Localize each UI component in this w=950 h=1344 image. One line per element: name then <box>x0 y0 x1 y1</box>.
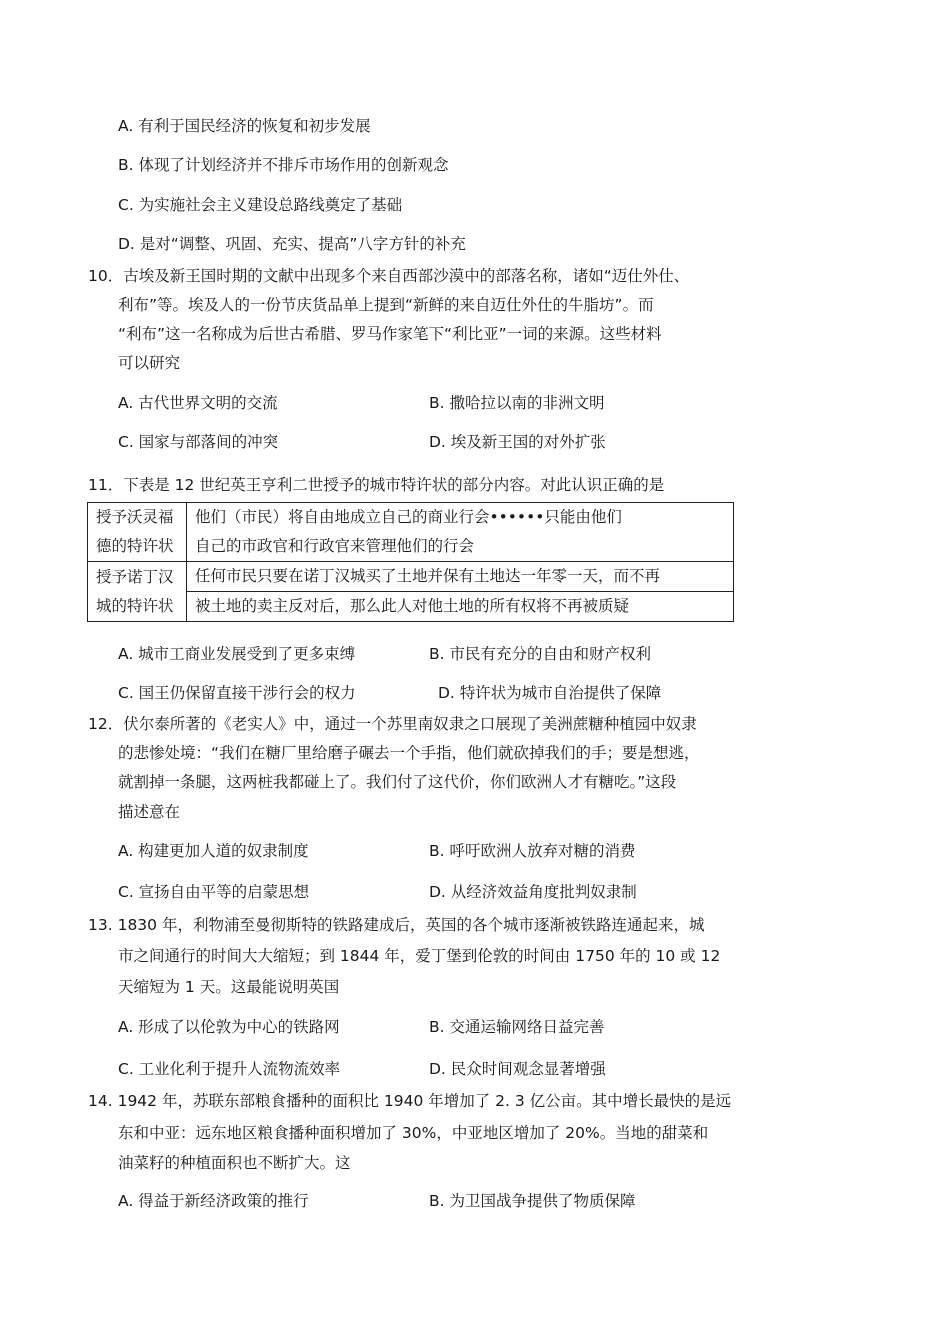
q10-option-a: A. 古代世界文明的交流 <box>118 394 278 412</box>
q9-option-d: D. 是对“调整、巩固、充实、提高”八字方针的补充 <box>118 235 466 253</box>
q10-stem-line-4: 可以研究 <box>118 354 181 372</box>
q10-stem-line-2: 利布”等。埃及人的一份节庆货品单上提到“新鲜的来自迈仕外仕的牛脂坊”。而 <box>118 296 654 314</box>
q12-option-b: B. 呼吁欧洲人放弃对糖的消费 <box>429 842 636 860</box>
q9-option-c: C. 为实施社会主义建设总路线奠定了基础 <box>118 196 403 214</box>
q13-stem-line-2: 市之间通行的时间大大缩短；到 1844 年，爱丁堡到伦敦的时间由 1750 年的 10 或 12 <box>118 947 721 965</box>
q11-stem: 11．下表是 12 世纪英王亨利二世授予的城市特许状的部分内容。对此认识正确的是 <box>88 476 665 494</box>
q14-stem-line-3: 油菜籽的种植面积也不断扩大。这 <box>118 1154 351 1172</box>
q13-stem-line-1: 13. 1830 年，利物浦至曼彻斯特的铁路建成后，英国的各个城市逐渐被铁路连通起来，城 <box>88 916 705 934</box>
charter-text-wallingford <box>187 503 734 562</box>
label-line: 德的特许状 <box>96 537 174 555</box>
q13-option-c: C. 工业化利于提升人流物流效率 <box>118 1060 341 1078</box>
q10-option-d: D. 埃及新王国的对外扩张 <box>429 433 606 451</box>
q12-option-c: C. 宣扬自由平等的启蒙思想 <box>118 883 310 901</box>
q9-option-b: B. 体现了计划经济并不排斥市场作用的创新观念 <box>118 156 449 174</box>
q14-option-a: A. 得益于新经济政策的推行 <box>118 1192 309 1210</box>
charter-label-nottingham <box>88 562 187 622</box>
q12-stem-line-3: 就割掉一条腿，这两桩我都碰上了。我们付了这代价，你们欧洲人才有糖吃。”这段 <box>118 773 677 791</box>
q12-stem-line-2: 的悲惨处境：“我们在糖厂里给磨子碾去一个手指，他们就砍掉我们的手；要是想逃， <box>118 744 700 762</box>
table-row <box>88 503 734 562</box>
q12-stem-line-1: 12．伏尔泰所著的《老实人》中，通过一个苏里南奴隶之口展现了美洲蔗糖种植园中奴隶 <box>88 715 697 733</box>
charter-table <box>87 502 734 622</box>
q10-stem-line-1: 10．古埃及新王国时期的文献中出现多个来自西部沙漠中的部落名称，诸如“迈仕外仕、 <box>88 267 690 285</box>
q11-option-c: C. 国王仍保留直接干涉行会的权力 <box>118 684 356 702</box>
q12-option-a: A. 构建更加人道的奴隶制度 <box>118 842 309 860</box>
q14-stem-line-2: 东和中亚：远东地区粮食播种面积增加了 30%，中亚地区增加了 20%。当地的甜菜和 <box>118 1124 709 1142</box>
q11-option-a: A. 城市工商业发展受到了更多束缚 <box>118 645 356 663</box>
label-line: 授予沃灵福 <box>96 508 174 526</box>
text-line: 自己的市政官和行政官来管理他们的行会 <box>195 537 475 555</box>
q10-stem-line-3: “利布”这一名称成为后世古希腊、罗马作家笔下“利比亚”一词的来源。这些材料 <box>118 325 662 343</box>
charter-text-nottingham-2: 被土地的卖主反对后，那么此人对他土地的所有权将不再被质疑 <box>187 592 734 622</box>
q13-option-b: B. 交通运输网络日益完善 <box>429 1018 605 1036</box>
q10-option-b: B. 撒哈拉以南的非洲文明 <box>429 394 605 412</box>
q13-option-a: A. 形成了以伦敦为中心的铁路网 <box>118 1018 340 1036</box>
q12-stem-line-4: 描述意在 <box>118 803 181 821</box>
charter-label-wallingford <box>88 503 187 562</box>
text-line: 他们（市民）将自由地成立自己的商业行会••••••只能由他们 <box>195 508 622 526</box>
q14-option-b: B. 为卫国战争提供了物质保障 <box>429 1192 636 1210</box>
charter-text-nottingham-1: 任何市民只要在诺丁汉城买了土地并保有土地达一年零一天，而不再 <box>187 562 734 592</box>
label-line: 城的特许状 <box>96 596 174 615</box>
q12-option-d: D. 从经济效益角度批判奴隶制 <box>429 883 637 901</box>
label-line: 授予诺丁汉 <box>96 567 174 586</box>
q14-stem-line-1: 14. 1942 年，苏联东部粮食播种的面积比 1940 年增加了 2. 3 亿公亩。其中增长最快的是远 <box>88 1092 732 1110</box>
q13-option-d: D. 民众时间观念显著增强 <box>429 1060 606 1078</box>
q9-option-a: A. 有利于国民经济的恢复和初步发展 <box>118 117 371 135</box>
table-row <box>88 562 734 592</box>
q11-option-d: D. 特许状为城市自治提供了保障 <box>438 684 662 702</box>
q13-stem-line-3: 天缩短为 1 天。这最能说明英国 <box>118 978 340 996</box>
q10-option-c: C. 国家与部落间的冲突 <box>118 433 279 451</box>
q11-option-b: B. 市民有充分的自由和财产权利 <box>429 645 651 663</box>
